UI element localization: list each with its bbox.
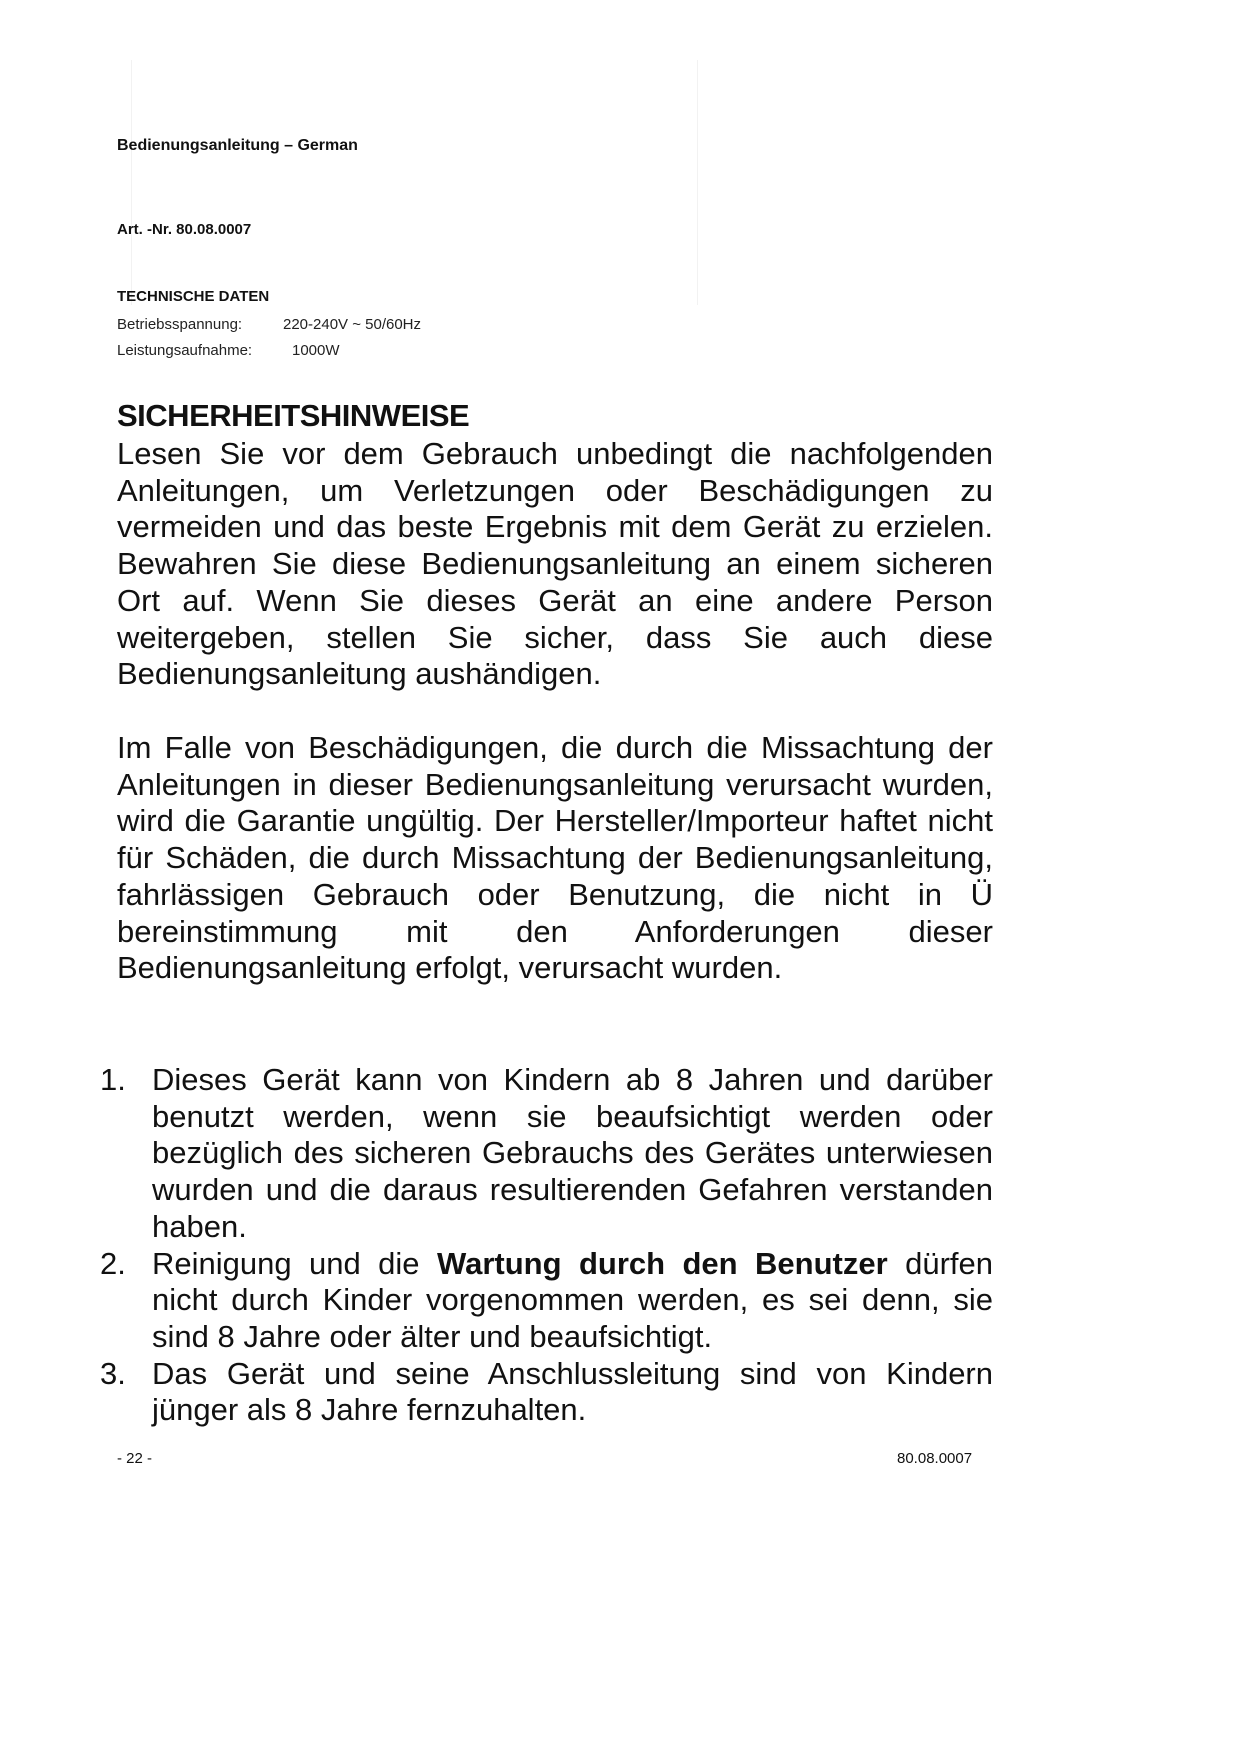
spec-label: Betriebsspannung: [117,316,243,333]
warranty-paragraph: Im Falle von Beschädigungen, die durch die Missachtung der Anleitungen in dieser Bedienungsanleitung verursacht wurden, wird die Garantie ungültig. Der Hersteller/Importeur haftet nicht für Schäden, die durch Missachtung der Bedienungsanleitung, fahrlässigen Gebrauch oder Benutzung, die nicht in Ü bereinstimmung mit den Anforderungen dieser Bedienungsanleitung erfolgt, verursacht wurden. [117,730,993,986]
spec-value: 220-240V ~ 50/60Hz [283,316,422,333]
spec-value: 1000W [292,342,340,359]
list-item-text: Dieses Gerät kann von Kindern ab 8 Jahren und darüber benutzt werden, wenn sie beaufsichtigt werden oder bezüglich des sicheren Gebrauchs des Gerätes unterwiesen wurden und die daraus resultierenden Gefahren verstanden haben. [152,1062,993,1244]
spec-voltage [117,316,421,333]
footer-article-number: 80.08.0007 [897,1450,973,1467]
list-item [0,1062,993,1246]
document-title: Bedienungsanleitung – German [117,137,358,154]
safety-intro-paragraph: Lesen Sie vor dem Gebrauch unbedingt die nachfolgenden Anleitungen, um Verletzungen oder Beschädigungen zu vermeiden und das beste Ergebnis mit dem Gerät zu erzielen. Bewahren Sie diese Bedienungsanleitung an einem sicheren Ort auf. Wenn Sie dieses Gerät an eine andere Person weitergeben, stellen Sie sicher, dass Sie auch diese Bedienungsanleitung aushändigen. [117,436,993,692]
list-item-bold-text: Wartung durch den Benutzer [436,1245,888,1281]
list-item [0,1356,993,1429]
scan-artifact-line [131,60,132,305]
list-item [0,1246,993,1356]
spec-power [117,342,340,359]
footer-page-number: - 22 - [117,1450,153,1467]
scan-artifact-line [697,60,698,305]
article-number: Art. -Nr. 80.08.0007 [117,221,252,238]
list-number: 2. [100,1245,126,1281]
list-number: 3. [100,1355,126,1391]
spec-label: Leistungsaufnahme: [117,342,253,359]
list-number: 1. [100,1062,126,1097]
safety-list [0,1062,993,1429]
list-item-text: dürfen nicht durch Kinder vorgenommen werden, es sei denn, sie sind 8 Jahre oder älter und beaufsichtigt. [152,1245,993,1354]
technical-data-heading: TECHNISCHE DATEN [117,288,270,305]
list-item-text: Das Gerät und seine Anschlussleitung sind von Kindern jünger als 8 Jahre fernzuhalten. [152,1355,993,1428]
list-item-text: Reinigung und die [152,1245,437,1281]
safety-heading: SICHERHEITSHINWEISE [117,398,470,433]
